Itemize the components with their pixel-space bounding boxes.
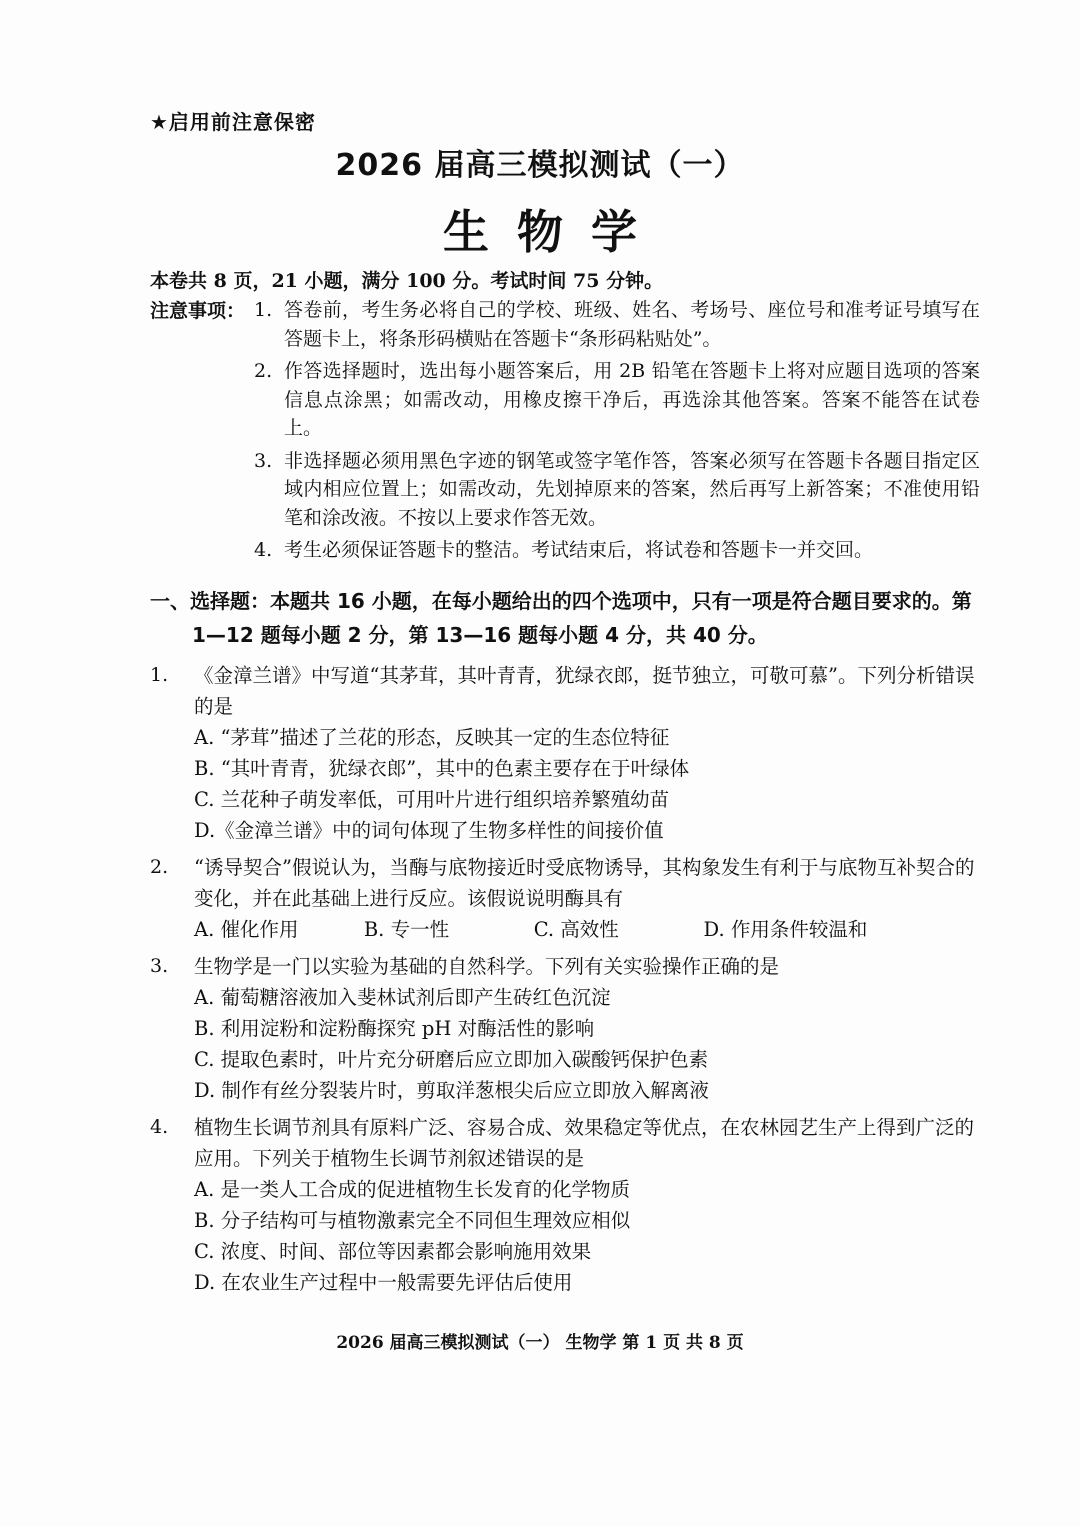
notice-item-3	[254, 447, 980, 533]
option-d: D. 作用条件较温和	[703, 918, 868, 941]
option-c: C. 高效性	[533, 918, 619, 941]
question-number: 2.	[150, 856, 169, 878]
option-a: A. 葡萄糖溶液加入斐林试剂后即产生砖红色沉淀	[194, 986, 611, 1009]
question-number: 1.	[150, 664, 169, 686]
notice-item-1	[254, 296, 980, 353]
option-a: A. “茅茸”描述了兰花的形态，反映其一定的生态位特征	[194, 726, 670, 749]
question-options	[194, 982, 980, 1106]
option-d: D. 在农业生产过程中一般需要先评估后使用	[194, 1271, 573, 1294]
question-stem: “诱导契合”假说认为，当酶与底物接近时受底物诱导，其构象发生有利于与底物互补契合的变化，并在此基础上进行反应。该假说说明酶具有	[194, 856, 975, 910]
option-d: D. 制作有丝分裂装片时，剪取洋葱根尖后应立即放入解离液	[194, 1079, 709, 1102]
notice-item-number: 1.	[254, 299, 273, 321]
page-footer: 2026 届高三模拟测试（一） 生物学 第 1 页 共 8 页	[336, 1333, 744, 1353]
notice-item-text: 答卷前，考生务必将自己的学校、班级、姓名、考场号、座位号和准考证号填写在答题卡上，将条形码横贴在答题卡“条形码粘贴处”。	[284, 299, 980, 350]
option-c: C. 浓度、时间、部位等因素都会影响施用效果	[194, 1240, 592, 1263]
section-heading	[150, 584, 980, 652]
question-list	[150, 660, 980, 1304]
option-b: B. 分子结构可与植物激素完全不同但生理效应相似	[194, 1209, 631, 1232]
subject-title: 生物学	[443, 205, 665, 259]
confidential-notice: ★启用前注意保密	[150, 110, 316, 134]
question-options	[194, 722, 980, 846]
notice-item-4	[254, 536, 980, 565]
question-options	[194, 1174, 980, 1298]
notice-item-number: 4.	[254, 539, 273, 561]
notice-item-text: 考生必须保证答题卡的整洁。考试结束后，将试卷和答题卡一并交回。	[284, 539, 874, 561]
question-options	[194, 914, 980, 945]
notice-item-number: 3.	[254, 449, 273, 472]
exam-title: 2026 届高三模拟测试（一）	[335, 148, 745, 183]
option-d: D.《金漳兰谱》中的词句体现了生物多样性的间接价值	[194, 819, 664, 842]
question-stem: 《金漳兰谱》中写道“其茅茸，其叶青青，犹绿衣郎，挺节独立，可敬可慕”。下列分析错误的是	[194, 664, 975, 718]
section-heading-line1: 一、选择题：本题共 16 小题，在每小题给出的四个选项中，只有一项是符合题目要求的。第	[150, 589, 972, 613]
section-heading-line2: 1—12 题每小题 2 分，第 13—16 题每小题 4 分，共 40 分。	[192, 623, 768, 647]
question-number: 4.	[150, 1116, 169, 1138]
question-stem: 生物学是一门以实验为基础的自然科学。下列有关实验操作正确的是	[194, 955, 780, 978]
notice-item-number: 2.	[254, 360, 273, 382]
question-2	[150, 852, 980, 945]
notice-item-text: 非选择题必须用黑色字迹的钢笔或签字笔作答，答案必须写在答题卡各题目指定区域内相应位置上；如需改动，先划掉原来的答案，然后再写上新答案；不准使用铅笔和涂改液。不按以上要求作答无效。	[284, 449, 980, 529]
notice-list	[254, 296, 980, 569]
notice-item-text: 作答选择题时，选出每小题答案后，用 2B 铅笔在答题卡上将对应题目选项的答案信息点涂黑；如需改动，用橡皮擦干净后，再选涂其他答案。答案不能答在试卷上。	[284, 360, 980, 439]
question-1	[150, 660, 980, 846]
notice-label: 注意事项：	[150, 300, 246, 322]
option-a: A. 是一类人工合成的促进植物生长发育的化学物质	[194, 1178, 630, 1201]
exam-info: 本卷共 8 页，21 小题，满分 100 分。考试时间 75 分钟。	[150, 270, 664, 292]
option-c: C. 提取色素时，叶片充分研磨后应立即加入碳酸钙保护色素	[194, 1048, 709, 1071]
question-number: 3.	[150, 955, 169, 977]
option-b: B. “其叶青青，犹绿衣郎”，其中的色素主要存在于叶绿体	[194, 757, 690, 780]
option-b: B. 专一性	[363, 918, 450, 941]
option-b: B. 利用淀粉和淀粉酶探究 pH 对酶活性的影响	[194, 1017, 595, 1040]
question-3	[150, 951, 980, 1106]
option-c: C. 兰花种子萌发率低，可用叶片进行组织培养繁殖幼苗	[194, 788, 670, 811]
question-4	[150, 1112, 980, 1298]
question-stem: 植物生长调节剂具有原料广泛、容易合成、效果稳定等优点，在农林园艺生产上得到广泛的应用。下列关于植物生长调节剂叙述错误的是	[194, 1116, 975, 1170]
notice-item-2	[254, 357, 980, 443]
option-a: A. 催化作用	[194, 918, 299, 941]
